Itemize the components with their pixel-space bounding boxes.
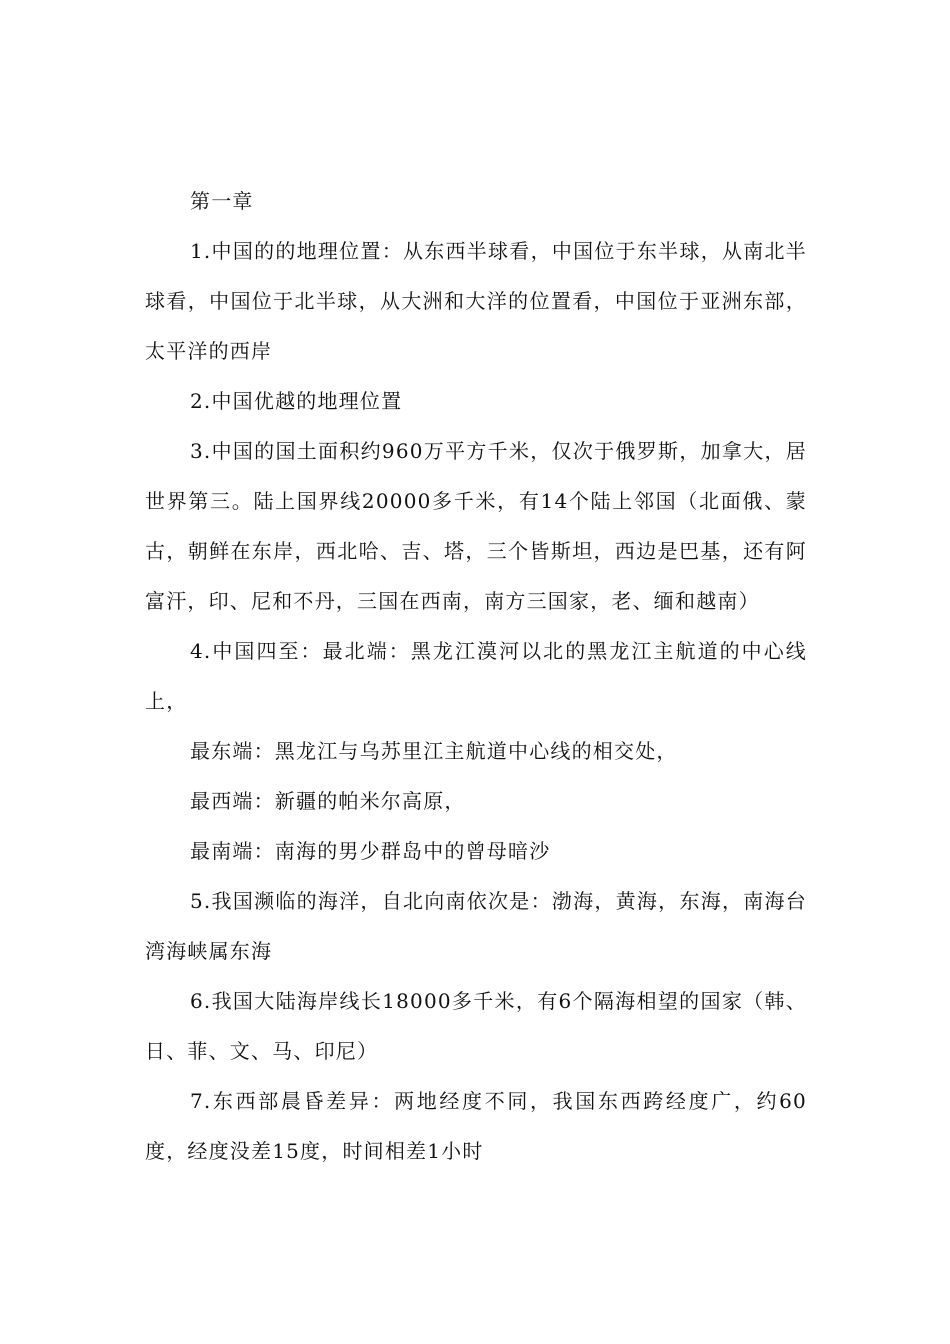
- paragraph-7: 7.东西部晨昏差异：两地经度不同，我国东西跨经度广，约60度，经度没差15度，时间相差1小时: [145, 1089, 807, 1163]
- paragraph-1: 1.中国的的地理位置：从东西半球看，中国位于东半球，从南北半球看，中国位于北半球，从大洲和大洋的位置看，中国位于亚洲东部，太平洋的西岸: [145, 239, 807, 363]
- chapter-heading: 第一章: [190, 189, 254, 213]
- paragraph-4-east: 最东端：黑龙江与乌苏里江主航道中心线的相交处，: [190, 739, 678, 763]
- paragraph-4: 4.中国四至：最北端：黑龙江漠河以北的黑龙江主航道的中心线上，: [145, 639, 807, 713]
- paragraph-6: 6.我国大陆海岸线长18000多千米，有6个隔海相望的国家（韩、日、菲、文、马、印尼）: [145, 989, 807, 1063]
- paragraph-3: 3.中国的国土面积约960万平方千米，仅次于俄罗斯，加拿大，居世界第三。陆上国界线20000多千米，有14个陆上邻国（北面俄、蒙古，朝鲜在东岸，西北哈、吉、塔，三个皆斯坦，西边是巴基，还有阿富汗，印、尼和不丹，三国在西南，南方三国家，老、缅和越南）: [145, 439, 807, 613]
- paragraph-4-west: 最西端：新疆的帕米尔高原，: [190, 789, 466, 813]
- paragraph-4-south: 最南端：南海的男少群岛中的曾母暗沙: [190, 839, 551, 863]
- document-body: [145, 176, 807, 1176]
- paragraph-5: 5.我国濒临的海洋，自北向南依次是：渤海，黄海，东海，南海台湾海峡属东海: [145, 889, 807, 963]
- paragraph-2: 2.中国优越的地理位置: [190, 389, 403, 413]
